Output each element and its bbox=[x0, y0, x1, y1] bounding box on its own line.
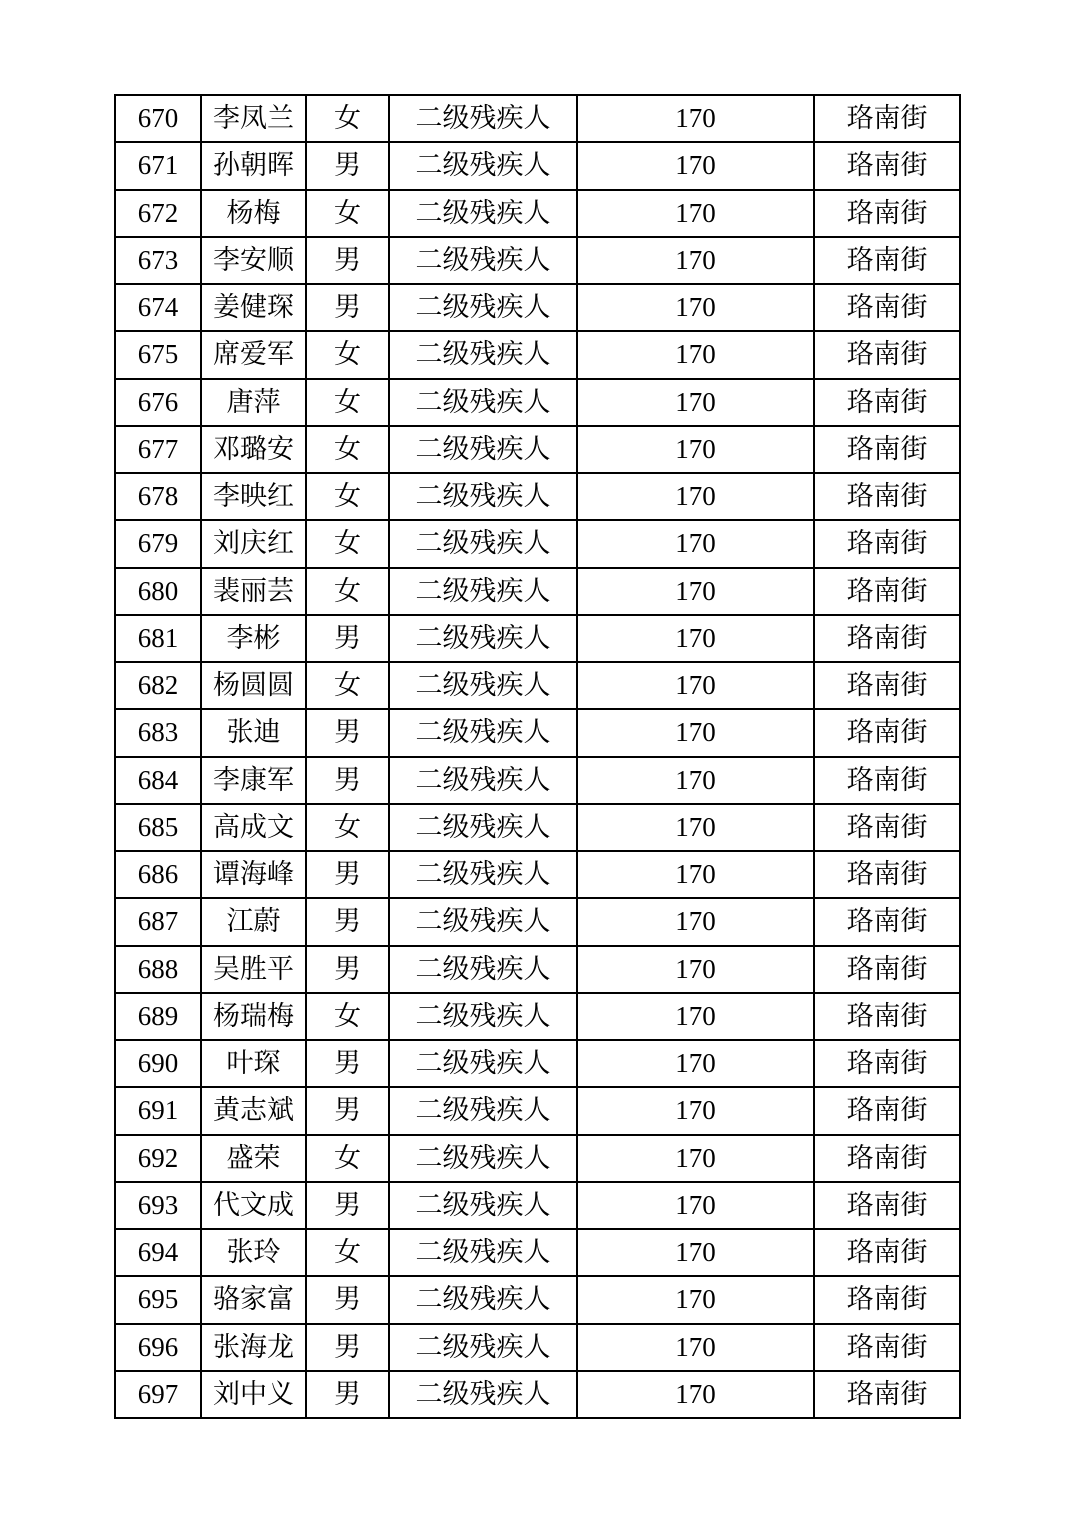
cell-amount: 170 bbox=[577, 95, 814, 142]
cell-name: 席爱军 bbox=[201, 331, 306, 378]
cell-gender: 女 bbox=[306, 1135, 389, 1182]
cell-category: 二级残疾人 bbox=[389, 757, 577, 804]
cell-amount: 170 bbox=[577, 1087, 814, 1134]
cell-gender: 男 bbox=[306, 1087, 389, 1134]
cell-category: 二级残疾人 bbox=[389, 662, 577, 709]
cell-street: 珞南街 bbox=[814, 898, 960, 945]
cell-gender: 男 bbox=[306, 1371, 389, 1418]
cell-category: 二级残疾人 bbox=[389, 804, 577, 851]
cell-name: 李彬 bbox=[201, 615, 306, 662]
cell-seq: 685 bbox=[115, 804, 201, 851]
cell-street: 珞南街 bbox=[814, 1182, 960, 1229]
cell-gender: 男 bbox=[306, 851, 389, 898]
table-row bbox=[115, 520, 960, 567]
cell-street: 珞南街 bbox=[814, 1324, 960, 1371]
cell-gender: 男 bbox=[306, 1324, 389, 1371]
cell-gender: 女 bbox=[306, 331, 389, 378]
cell-street: 珞南街 bbox=[814, 1135, 960, 1182]
cell-street: 珞南街 bbox=[814, 709, 960, 756]
cell-street: 珞南街 bbox=[814, 568, 960, 615]
cell-category: 二级残疾人 bbox=[389, 142, 577, 189]
cell-name: 孙朝晖 bbox=[201, 142, 306, 189]
cell-amount: 170 bbox=[577, 757, 814, 804]
cell-amount: 170 bbox=[577, 190, 814, 237]
cell-seq: 688 bbox=[115, 946, 201, 993]
cell-category: 二级残疾人 bbox=[389, 426, 577, 473]
table-row bbox=[115, 1276, 960, 1323]
cell-category: 二级残疾人 bbox=[389, 284, 577, 331]
cell-name: 张迪 bbox=[201, 709, 306, 756]
cell-gender: 男 bbox=[306, 898, 389, 945]
table-row bbox=[115, 331, 960, 378]
cell-gender: 男 bbox=[306, 284, 389, 331]
cell-gender: 女 bbox=[306, 95, 389, 142]
table-row bbox=[115, 568, 960, 615]
cell-amount: 170 bbox=[577, 142, 814, 189]
cell-seq: 678 bbox=[115, 473, 201, 520]
cell-amount: 170 bbox=[577, 473, 814, 520]
cell-category: 二级残疾人 bbox=[389, 615, 577, 662]
cell-gender: 男 bbox=[306, 1276, 389, 1323]
cell-amount: 170 bbox=[577, 568, 814, 615]
table-row bbox=[115, 237, 960, 284]
cell-category: 二级残疾人 bbox=[389, 1371, 577, 1418]
cell-category: 二级残疾人 bbox=[389, 946, 577, 993]
cell-seq: 680 bbox=[115, 568, 201, 615]
cell-name: 杨圆圆 bbox=[201, 662, 306, 709]
cell-category: 二级残疾人 bbox=[389, 1182, 577, 1229]
table-row bbox=[115, 1040, 960, 1087]
cell-gender: 男 bbox=[306, 615, 389, 662]
cell-seq: 674 bbox=[115, 284, 201, 331]
cell-seq: 693 bbox=[115, 1182, 201, 1229]
cell-name: 李康军 bbox=[201, 757, 306, 804]
cell-amount: 170 bbox=[577, 1135, 814, 1182]
cell-street: 珞南街 bbox=[814, 851, 960, 898]
cell-name: 代文成 bbox=[201, 1182, 306, 1229]
table-row bbox=[115, 142, 960, 189]
cell-gender: 女 bbox=[306, 190, 389, 237]
cell-seq: 694 bbox=[115, 1229, 201, 1276]
cell-category: 二级残疾人 bbox=[389, 379, 577, 426]
cell-seq: 673 bbox=[115, 237, 201, 284]
cell-name: 刘中义 bbox=[201, 1371, 306, 1418]
cell-street: 珞南街 bbox=[814, 284, 960, 331]
cell-gender: 男 bbox=[306, 142, 389, 189]
cell-street: 珞南街 bbox=[814, 1276, 960, 1323]
table-row bbox=[115, 993, 960, 1040]
table-row bbox=[115, 284, 960, 331]
cell-gender: 女 bbox=[306, 662, 389, 709]
cell-seq: 682 bbox=[115, 662, 201, 709]
cell-name: 姜健琛 bbox=[201, 284, 306, 331]
table-row bbox=[115, 426, 960, 473]
table-row bbox=[115, 709, 960, 756]
cell-name: 刘庆红 bbox=[201, 520, 306, 567]
cell-category: 二级残疾人 bbox=[389, 1324, 577, 1371]
cell-amount: 170 bbox=[577, 851, 814, 898]
cell-name: 叶琛 bbox=[201, 1040, 306, 1087]
cell-seq: 691 bbox=[115, 1087, 201, 1134]
cell-name: 唐萍 bbox=[201, 379, 306, 426]
cell-amount: 170 bbox=[577, 993, 814, 1040]
cell-street: 珞南街 bbox=[814, 95, 960, 142]
cell-amount: 170 bbox=[577, 1371, 814, 1418]
table-body bbox=[115, 95, 960, 1418]
cell-street: 珞南街 bbox=[814, 473, 960, 520]
cell-name: 谭海峰 bbox=[201, 851, 306, 898]
cell-name: 江蔚 bbox=[201, 898, 306, 945]
cell-category: 二级残疾人 bbox=[389, 709, 577, 756]
cell-seq: 697 bbox=[115, 1371, 201, 1418]
cell-name: 高成文 bbox=[201, 804, 306, 851]
cell-seq: 690 bbox=[115, 1040, 201, 1087]
cell-gender: 女 bbox=[306, 568, 389, 615]
cell-seq: 679 bbox=[115, 520, 201, 567]
cell-seq: 687 bbox=[115, 898, 201, 945]
cell-gender: 男 bbox=[306, 237, 389, 284]
cell-gender: 女 bbox=[306, 520, 389, 567]
table-row bbox=[115, 615, 960, 662]
cell-category: 二级残疾人 bbox=[389, 1040, 577, 1087]
cell-street: 珞南街 bbox=[814, 426, 960, 473]
cell-gender: 男 bbox=[306, 1182, 389, 1229]
cell-street: 珞南街 bbox=[814, 615, 960, 662]
cell-gender: 女 bbox=[306, 804, 389, 851]
cell-amount: 170 bbox=[577, 709, 814, 756]
cell-name: 邓璐安 bbox=[201, 426, 306, 473]
cell-category: 二级残疾人 bbox=[389, 851, 577, 898]
cell-street: 珞南街 bbox=[814, 993, 960, 1040]
cell-name: 骆家富 bbox=[201, 1276, 306, 1323]
cell-name: 张玲 bbox=[201, 1229, 306, 1276]
cell-seq: 676 bbox=[115, 379, 201, 426]
cell-amount: 170 bbox=[577, 946, 814, 993]
cell-seq: 692 bbox=[115, 1135, 201, 1182]
cell-amount: 170 bbox=[577, 1040, 814, 1087]
table-row bbox=[115, 1182, 960, 1229]
cell-street: 珞南街 bbox=[814, 1371, 960, 1418]
cell-name: 黄志斌 bbox=[201, 1087, 306, 1134]
cell-gender: 女 bbox=[306, 426, 389, 473]
cell-name: 杨梅 bbox=[201, 190, 306, 237]
cell-category: 二级残疾人 bbox=[389, 568, 577, 615]
cell-amount: 170 bbox=[577, 379, 814, 426]
cell-amount: 170 bbox=[577, 1276, 814, 1323]
cell-amount: 170 bbox=[577, 331, 814, 378]
cell-category: 二级残疾人 bbox=[389, 1135, 577, 1182]
cell-name: 吴胜平 bbox=[201, 946, 306, 993]
cell-gender: 男 bbox=[306, 1040, 389, 1087]
table-row bbox=[115, 1087, 960, 1134]
cell-street: 珞南街 bbox=[814, 662, 960, 709]
cell-amount: 170 bbox=[577, 520, 814, 567]
cell-street: 珞南街 bbox=[814, 142, 960, 189]
cell-seq: 675 bbox=[115, 331, 201, 378]
cell-street: 珞南街 bbox=[814, 1229, 960, 1276]
cell-gender: 男 bbox=[306, 709, 389, 756]
cell-category: 二级残疾人 bbox=[389, 190, 577, 237]
benefits-table bbox=[114, 94, 961, 1419]
cell-seq: 672 bbox=[115, 190, 201, 237]
table-row bbox=[115, 95, 960, 142]
cell-street: 珞南街 bbox=[814, 331, 960, 378]
cell-seq: 686 bbox=[115, 851, 201, 898]
cell-category: 二级残疾人 bbox=[389, 331, 577, 378]
cell-name: 杨瑞梅 bbox=[201, 993, 306, 1040]
cell-street: 珞南街 bbox=[814, 1087, 960, 1134]
table-row bbox=[115, 898, 960, 945]
table-row bbox=[115, 946, 960, 993]
cell-seq: 696 bbox=[115, 1324, 201, 1371]
cell-category: 二级残疾人 bbox=[389, 1087, 577, 1134]
cell-seq: 671 bbox=[115, 142, 201, 189]
cell-amount: 170 bbox=[577, 662, 814, 709]
cell-amount: 170 bbox=[577, 284, 814, 331]
cell-category: 二级残疾人 bbox=[389, 1276, 577, 1323]
cell-category: 二级残疾人 bbox=[389, 95, 577, 142]
cell-gender: 女 bbox=[306, 473, 389, 520]
cell-amount: 170 bbox=[577, 237, 814, 284]
table-row bbox=[115, 804, 960, 851]
table-row bbox=[115, 190, 960, 237]
cell-seq: 689 bbox=[115, 993, 201, 1040]
cell-street: 珞南街 bbox=[814, 190, 960, 237]
cell-street: 珞南街 bbox=[814, 946, 960, 993]
cell-category: 二级残疾人 bbox=[389, 1229, 577, 1276]
table-row bbox=[115, 851, 960, 898]
table-row bbox=[115, 1371, 960, 1418]
table-row bbox=[115, 1324, 960, 1371]
table-row bbox=[115, 662, 960, 709]
cell-category: 二级残疾人 bbox=[389, 993, 577, 1040]
cell-street: 珞南街 bbox=[814, 804, 960, 851]
cell-street: 珞南街 bbox=[814, 1040, 960, 1087]
cell-gender: 女 bbox=[306, 993, 389, 1040]
cell-street: 珞南街 bbox=[814, 520, 960, 567]
table-row bbox=[115, 1135, 960, 1182]
cell-gender: 男 bbox=[306, 757, 389, 804]
cell-street: 珞南街 bbox=[814, 379, 960, 426]
cell-category: 二级残疾人 bbox=[389, 473, 577, 520]
cell-name: 裴丽芸 bbox=[201, 568, 306, 615]
cell-amount: 170 bbox=[577, 898, 814, 945]
table-row bbox=[115, 1229, 960, 1276]
cell-name: 李映红 bbox=[201, 473, 306, 520]
cell-seq: 670 bbox=[115, 95, 201, 142]
cell-category: 二级残疾人 bbox=[389, 898, 577, 945]
cell-category: 二级残疾人 bbox=[389, 237, 577, 284]
cell-gender: 女 bbox=[306, 1229, 389, 1276]
cell-gender: 男 bbox=[306, 946, 389, 993]
cell-seq: 683 bbox=[115, 709, 201, 756]
cell-name: 李安顺 bbox=[201, 237, 306, 284]
cell-seq: 681 bbox=[115, 615, 201, 662]
cell-category: 二级残疾人 bbox=[389, 520, 577, 567]
cell-seq: 695 bbox=[115, 1276, 201, 1323]
table-row bbox=[115, 473, 960, 520]
cell-amount: 170 bbox=[577, 615, 814, 662]
cell-name: 李凤兰 bbox=[201, 95, 306, 142]
cell-street: 珞南街 bbox=[814, 237, 960, 284]
cell-amount: 170 bbox=[577, 804, 814, 851]
cell-amount: 170 bbox=[577, 1229, 814, 1276]
cell-gender: 女 bbox=[306, 379, 389, 426]
cell-street: 珞南街 bbox=[814, 757, 960, 804]
cell-amount: 170 bbox=[577, 426, 814, 473]
cell-amount: 170 bbox=[577, 1324, 814, 1371]
cell-seq: 684 bbox=[115, 757, 201, 804]
cell-seq: 677 bbox=[115, 426, 201, 473]
cell-name: 盛荣 bbox=[201, 1135, 306, 1182]
table-row bbox=[115, 379, 960, 426]
table-row bbox=[115, 757, 960, 804]
cell-name: 张海龙 bbox=[201, 1324, 306, 1371]
cell-amount: 170 bbox=[577, 1182, 814, 1229]
